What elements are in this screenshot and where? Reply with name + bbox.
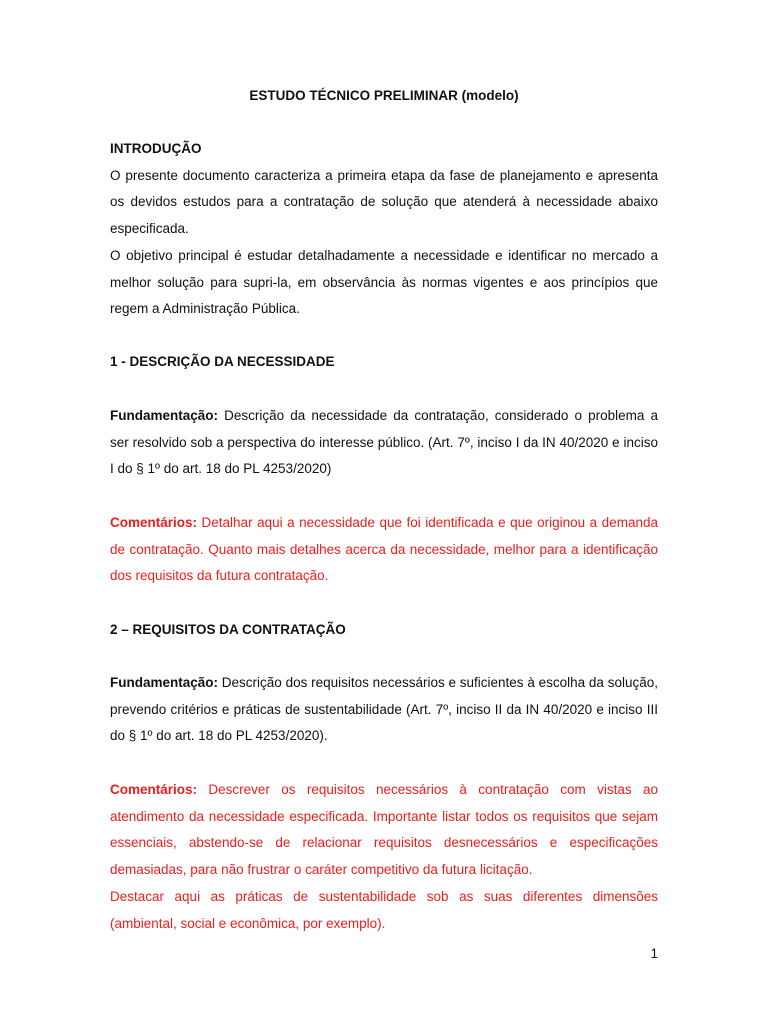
section-2-fundamentacao bbox=[110, 670, 658, 750]
section-1-fund-text: Descrição da necessidade da contratação, considerado o problema a ser resolvido sob a perspectiva do interesse público. (Art. 7º, inciso I da IN 40/2020 e inciso I do § 1º do art. 18 do PL 4253/2020) bbox=[110, 408, 658, 477]
section-2-heading: 2 – REQUISITOS DA CONTRATAÇÃO bbox=[110, 622, 346, 637]
section-1-heading: 1 - DESCRIÇÃO DA NECESSIDADE bbox=[110, 354, 335, 369]
section-2-comentarios bbox=[110, 777, 658, 937]
section-2-comment-text-2: Destacar aqui as práticas de sustentabilidade sob as suas diferentes dimensões (ambiental, social e econômica, por exemplo). bbox=[110, 888, 658, 931]
section-1-heading-block bbox=[110, 349, 658, 376]
section-1-comment-label: Comentários: bbox=[110, 515, 198, 530]
section-1-comentarios bbox=[110, 510, 658, 590]
section-1-comment-text: Detalhar aqui a necessidade que foi identificada e que originou a demanda de contratação. Quanto mais detalhes acerca da necessidade, melhor para a identificação dos requisitos da futura contratação. bbox=[110, 515, 658, 584]
intro-paragraph-1: O presente documento caracteriza a primeira etapa da fase de planejamento e apresenta os devidos estudos para a contratação de solução que atenderá à necessidade abaixo especificada. bbox=[110, 167, 658, 237]
intro-paragraph-2: O objetivo principal é estudar detalhadamente a necessidade e identificar no mercado a melhor solução para supri-la, em observância às normas vigentes e aos princípios que regem a Administração Pública. bbox=[110, 247, 658, 317]
section-2-comment-label: Comentários: bbox=[110, 782, 198, 797]
section-1-fund-label: Fundamentação: bbox=[110, 408, 219, 423]
intro-section bbox=[110, 136, 658, 323]
intro-heading: INTRODUÇÃO bbox=[110, 141, 202, 156]
section-1-fundamentacao bbox=[110, 403, 658, 483]
document-title: ESTUDO TÉCNICO PRELIMINAR (modelo) bbox=[249, 88, 519, 103]
section-2-fund-text: Descrição dos requisitos necessários e suficientes à escolha da solução, prevendo critérios e práticas de sustentabilidade (Art. 7º, inciso II da IN 40/2020 e inciso III do § 1º do art. 18 do PL 4253/2020). bbox=[110, 675, 658, 744]
section-2-comment-text: Descrever os requisitos necessários à contratação com vistas ao atendimento da necessidade especificada. Importante listar todos os requisitos que sejam essenciais, abstendo-se de relacionar requisitos desnecessários e especificações demasiadas, para não frustrar o caráter competitivo da futura licitação. bbox=[110, 782, 658, 878]
section-2-heading-block bbox=[110, 617, 658, 644]
page-number: 1 bbox=[650, 946, 658, 961]
section-2-fund-label: Fundamentação: bbox=[110, 675, 219, 690]
